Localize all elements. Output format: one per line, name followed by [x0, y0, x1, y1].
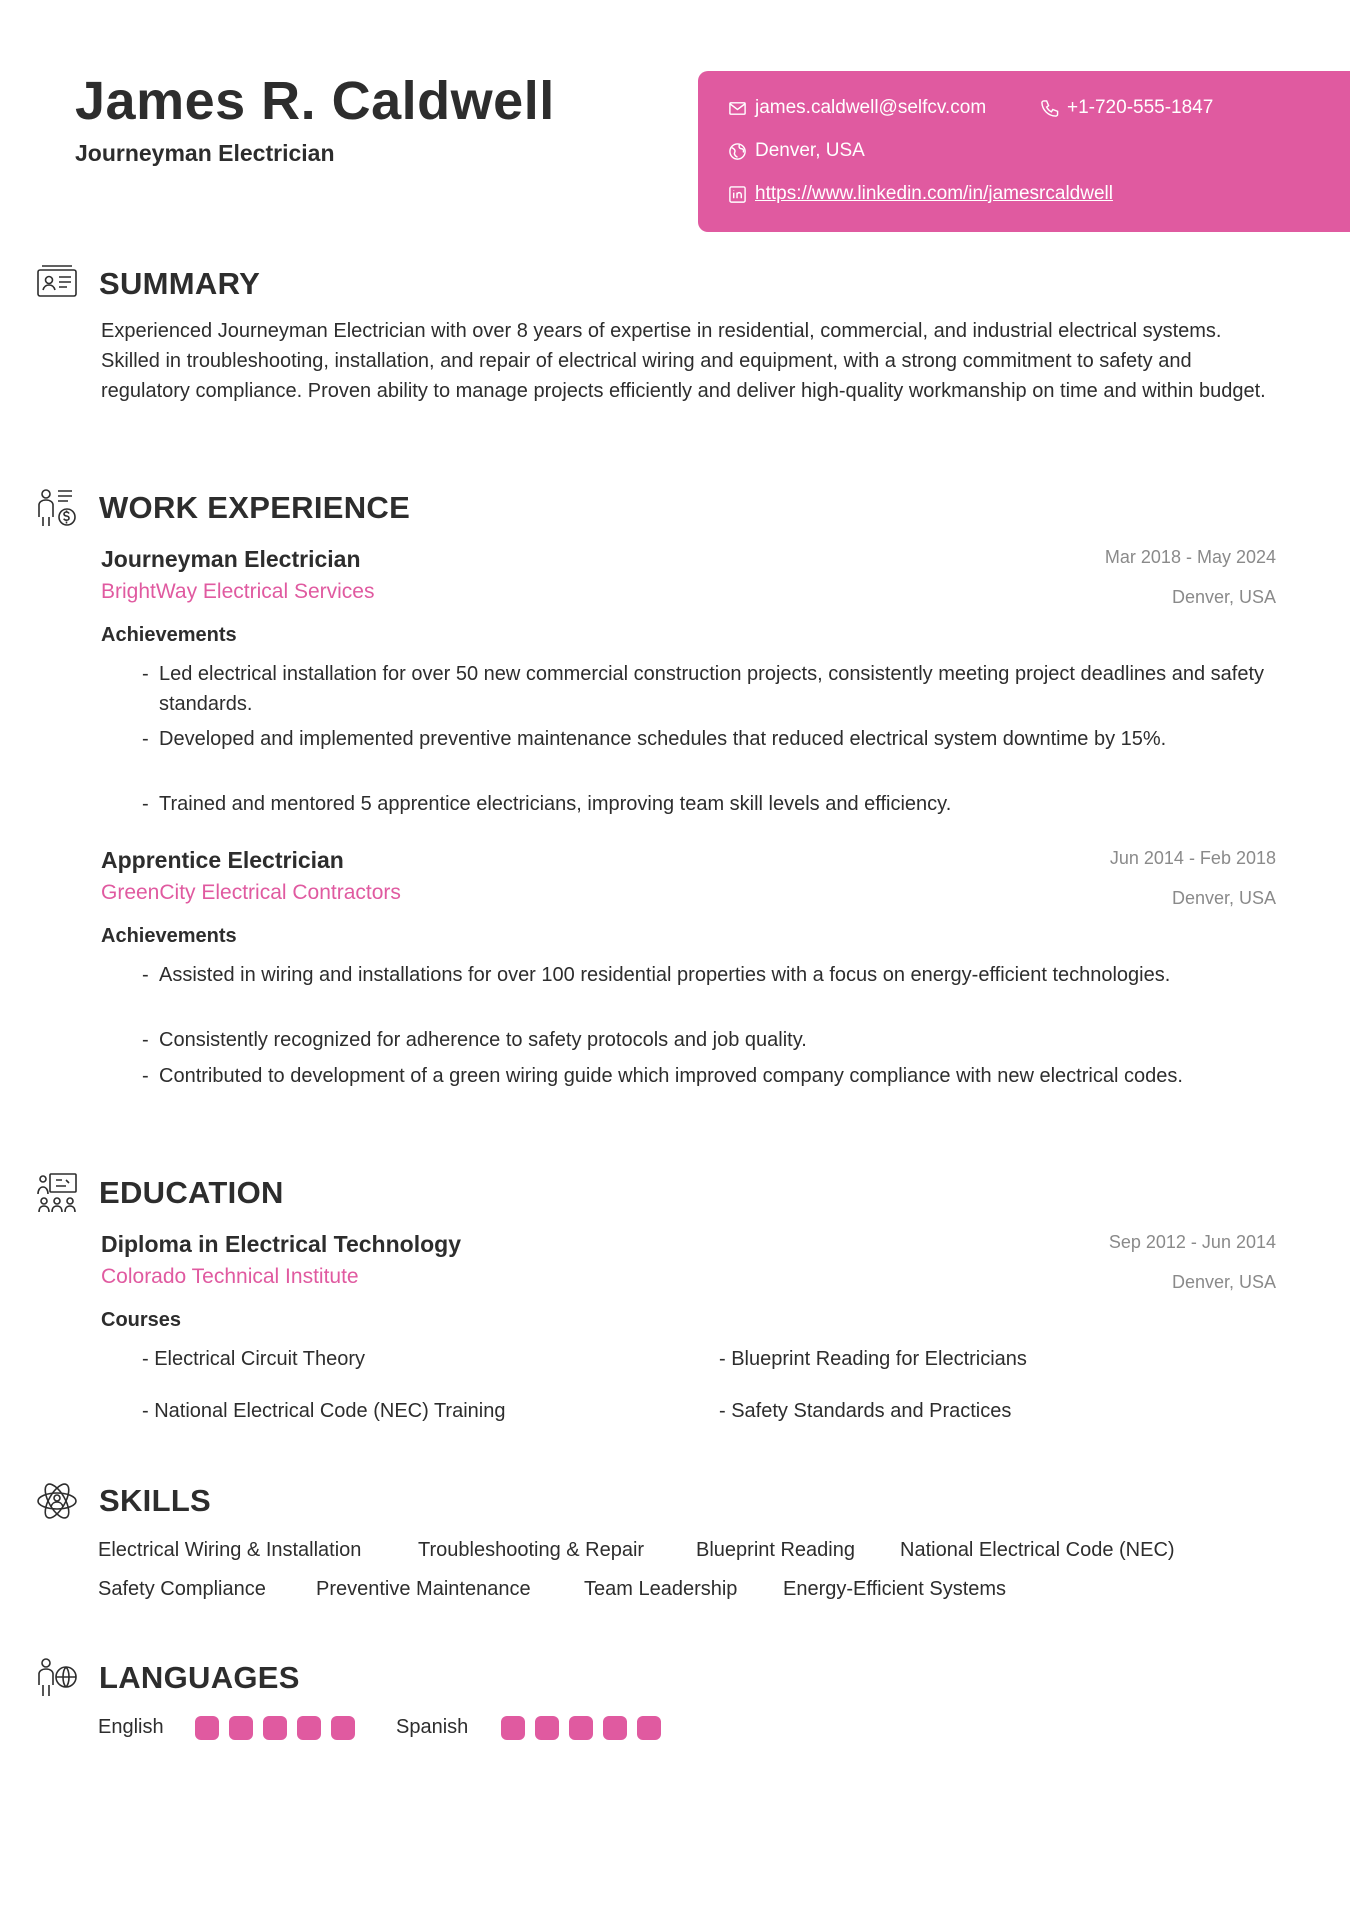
job-title: Apprentice Electrician	[101, 847, 344, 873]
skill-item: National Electrical Code (NEC)	[900, 1539, 1175, 1561]
course-item: - National Electrical Code (NEC) Training	[142, 1400, 506, 1422]
job-location: Denver, USA	[1171, 587, 1276, 607]
level-dot	[263, 1716, 287, 1740]
course-item: - Blueprint Reading for Electricians	[719, 1348, 1027, 1370]
experience-heading: WORK EXPERIENCE	[99, 490, 411, 525]
contact-phone[interactable]	[1040, 97, 1213, 119]
worker-salary-icon	[36, 487, 78, 529]
classroom-icon	[36, 1172, 78, 1214]
list-item: - Trained and mentored 5 apprentice electricians, improving team skill levels and efficiency.	[142, 793, 952, 815]
id-card-icon	[36, 262, 78, 304]
school-name: Colorado Technical Institute	[101, 1265, 359, 1288]
atom-icon	[36, 1480, 78, 1522]
job-title: Journeyman Electrician	[101, 546, 361, 572]
degree-title: Diploma in Electrical Technology	[101, 1231, 461, 1257]
language-level	[501, 1716, 661, 1740]
job-location: Denver, USA	[1171, 888, 1276, 908]
job-dates: Jun 2014 - Feb 2018	[1109, 848, 1276, 868]
job-company: BrightWay Electrical Services	[101, 580, 375, 603]
phone-icon	[1040, 99, 1059, 118]
contact-linkedin[interactable]	[728, 183, 1113, 205]
contact-email[interactable]	[728, 97, 986, 119]
mail-icon	[728, 99, 747, 118]
language-level	[195, 1716, 355, 1740]
list-item: - Consistently recognized for adherence to safety protocols and job quality.	[142, 1029, 807, 1051]
level-dot	[229, 1716, 253, 1740]
job-company: GreenCity Electrical Contractors	[101, 881, 401, 904]
list-item: - Assisted in wiring and installations for over 100 residential properties with a focus on energy-efficient technologies.	[142, 964, 1171, 986]
list-item: - Contributed to development of a green wiring guide which improved company compliance with new electrical codes.	[142, 1065, 1183, 1087]
contact-location	[728, 140, 865, 162]
language-name: Spanish	[396, 1716, 469, 1738]
candidate-name: James R. Caldwell	[75, 71, 555, 131]
summary-text: Experienced Journeyman Electrician with over 8 years of expertise in residential, commercial, and industrial electrical systems. Skilled in troubleshooting, installation, and repair of electrical wiring and equipment, with a strong commitment to safety and regulatory compliance. Proven ability to manage projects efficiently and deliver high-quality workmanship on time and within budget.	[101, 320, 1266, 402]
contact-linkedin-text: https://www.linkedin.com/in/jamesrcaldwell	[755, 183, 1113, 204]
skill-item: Troubleshooting & Repair	[418, 1539, 645, 1561]
contact-email-text: james.caldwell@selfcv.com	[755, 97, 987, 118]
education-heading: EDUCATION	[99, 1175, 284, 1210]
education-dates: Sep 2012 - Jun 2014	[1108, 1232, 1276, 1252]
courses-label: Courses	[101, 1309, 182, 1331]
level-dot	[195, 1716, 219, 1740]
level-dot	[603, 1716, 627, 1740]
language-name: English	[98, 1716, 164, 1738]
person-globe-icon	[36, 1657, 78, 1699]
contact-panel	[698, 71, 1350, 232]
linkedin-icon	[728, 185, 747, 204]
list-item: - Led electrical installation for over 50 new commercial construction projects, consistently meeting project deadlines and safety standards.	[142, 663, 1264, 715]
contact-phone-text: +1-720-555-1847	[1067, 97, 1214, 118]
course-item: - Electrical Circuit Theory	[142, 1348, 366, 1370]
level-dot	[637, 1716, 661, 1740]
level-dot	[331, 1716, 355, 1740]
level-dot	[297, 1716, 321, 1740]
job-dates: Mar 2018 - May 2024	[1104, 547, 1276, 567]
list-item: - Developed and implemented preventive maintenance schedules that reduced electrical system downtime by 15%.	[142, 728, 1167, 750]
level-dot	[569, 1716, 593, 1740]
languages-heading: LANGUAGES	[99, 1660, 300, 1695]
education-location: Denver, USA	[1171, 1272, 1276, 1292]
skill-item: Team Leadership	[584, 1578, 738, 1600]
skill-item: Preventive Maintenance	[316, 1578, 531, 1600]
skill-item: Blueprint Reading	[696, 1539, 855, 1561]
level-dot	[535, 1716, 559, 1740]
course-item: - Safety Standards and Practices	[719, 1400, 1012, 1422]
level-dot	[501, 1716, 525, 1740]
contact-location-text: Denver, USA	[755, 140, 865, 161]
skill-item: Safety Compliance	[98, 1578, 266, 1600]
globe-icon	[728, 142, 747, 161]
achievements-label: Achievements	[101, 925, 237, 947]
candidate-title: Journeyman Electrician	[75, 140, 335, 166]
skill-item: Energy-Efficient Systems	[783, 1578, 1007, 1600]
summary-heading: SUMMARY	[99, 266, 261, 301]
achievements-label: Achievements	[101, 624, 237, 646]
skill-item: Electrical Wiring & Installation	[98, 1539, 362, 1561]
skills-heading: SKILLS	[99, 1483, 212, 1518]
